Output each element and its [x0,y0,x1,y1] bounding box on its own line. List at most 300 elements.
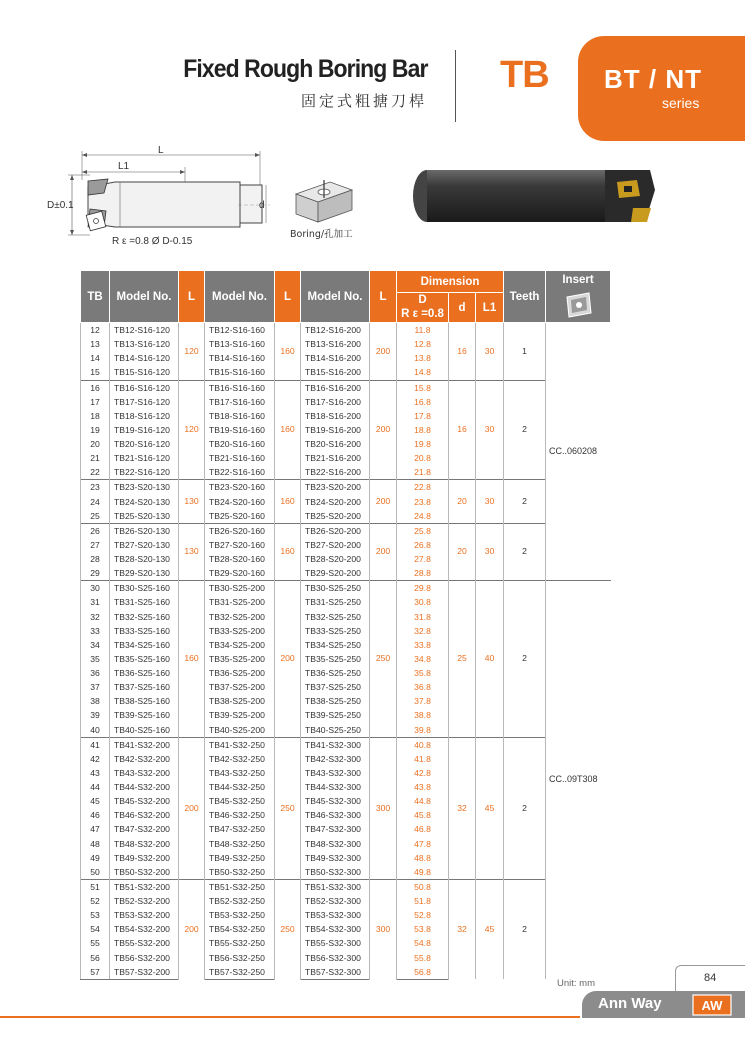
cell-tb: 48 [81,837,110,851]
header-D [397,293,449,323]
label-corner-radius: R ε =0.8 Ø D-0.15 [112,236,193,247]
cell-l-2: 250 [275,879,301,979]
cell-tb: 34 [81,638,110,652]
brand-logo [692,994,732,1016]
cell-model-1: TB34-S25-160 [110,638,179,652]
cell-D: 44.8 [397,794,449,808]
cell-D: 18.8 [397,423,449,437]
cell-D: 31.8 [397,610,449,624]
header-model-3: Model No. [301,271,370,323]
cell-D: 16.8 [397,395,449,409]
cell-D: 25.8 [397,523,449,538]
cell-model-1: TB52-S32-200 [110,894,179,908]
cell-D: 56.8 [397,965,449,980]
cell-model-1: TB22-S16-120 [110,465,179,480]
cell-tb: 22 [81,465,110,480]
label-L: L [158,145,164,156]
cell-model-3: TB21-S16-200 [301,451,370,465]
cell-D: 55.8 [397,951,449,965]
cell-D: 17.8 [397,409,449,423]
cell-model-2: TB55-S32-250 [205,936,275,950]
cell-D: 41.8 [397,752,449,766]
cell-model-2: TB56-S32-250 [205,951,275,965]
cell-tb: 32 [81,610,110,624]
cell-model-1: TB12-S16-120 [110,323,179,338]
cell-D: 22.8 [397,480,449,495]
cell-tb: 50 [81,865,110,880]
cell-tb: 39 [81,708,110,722]
insert-icon [561,289,595,319]
boring-bar-photo [405,160,665,245]
cell-l-3: 200 [370,480,397,523]
header-teeth: Teeth [504,271,546,323]
cell-model-2: TB43-S32-250 [205,766,275,780]
cell-model-1: TB55-S32-200 [110,936,179,950]
cell-model-1: TB41-S32-200 [110,737,179,752]
brand-logo-text: AW [701,998,723,1013]
cell-model-1: TB43-S32-200 [110,766,179,780]
cell-D: 35.8 [397,666,449,680]
cell-tb: 45 [81,794,110,808]
cell-teeth: 2 [504,581,546,737]
header-insert [546,271,611,323]
cell-model-1: TB13-S16-120 [110,337,179,351]
cell-tb: 40 [81,723,110,738]
cell-model-1: TB28-S20-130 [110,552,179,566]
series-sub: series [662,95,700,111]
cell-model-2: TB48-S32-250 [205,837,275,851]
cell-model-2: TB28-S20-160 [205,552,275,566]
cell-model-1: TB33-S25-160 [110,624,179,638]
table-row [81,523,611,538]
cell-model-1: TB14-S16-120 [110,351,179,365]
cell-L1: 30 [476,480,504,523]
cell-model-3: TB35-S25-250 [301,652,370,666]
cell-model-1: TB49-S32-200 [110,851,179,865]
cell-tb: 41 [81,737,110,752]
page-subtitle: 固定式粗搪刀桿 [300,92,427,110]
cell-model-2: TB26-S20-160 [205,523,275,538]
cell-model-1: TB32-S25-160 [110,610,179,624]
cell-l-1: 130 [179,523,205,581]
cell-D: 27.8 [397,552,449,566]
page-title: Fixed Rough Boring Bar [182,55,427,83]
cell-model-2: TB17-S16-160 [205,395,275,409]
cell-model-2: TB21-S16-160 [205,451,275,465]
footer-line [0,1016,580,1018]
cell-model-3: TB57-S32-300 [301,965,370,980]
cell-tb: 54 [81,922,110,936]
cell-L1: 40 [476,581,504,737]
cell-model-3: TB44-S32-300 [301,780,370,794]
header-l-2: L [275,271,301,323]
cell-model-3: TB12-S16-200 [301,323,370,338]
cell-model-3: TB27-S20-200 [301,538,370,552]
cell-model-1: TB29-S20-130 [110,566,179,581]
cell-model-1: TB24-S20-130 [110,495,179,509]
cell-tb: 56 [81,951,110,965]
cell-model-1: TB16-S16-120 [110,380,179,395]
cell-D: 14.8 [397,365,449,380]
cell-model-2: TB24-S20-160 [205,495,275,509]
cell-model-2: TB35-S25-200 [205,652,275,666]
cell-l-2: 160 [275,480,301,523]
cell-model-3: TB50-S32-300 [301,865,370,880]
boring-workpiece-icon [290,176,356,226]
table-row [81,380,611,395]
cell-model-3: TB54-S32-300 [301,922,370,936]
cell-l-2: 250 [275,737,301,879]
header-insert-label: Insert [562,274,594,286]
cell-model-2: TB50-S32-250 [205,865,275,880]
cell-D: 43.8 [397,780,449,794]
cell-model-3: TB38-S25-250 [301,694,370,708]
cell-d: 20 [449,480,476,523]
cell-model-3: TB47-S32-300 [301,822,370,836]
cell-L1: 30 [476,380,504,480]
cell-model-1: TB25-S20-130 [110,509,179,524]
cell-D: 45.8 [397,808,449,822]
cell-model-2: TB16-S16-160 [205,380,275,395]
cell-tb: 44 [81,780,110,794]
cell-D: 20.8 [397,451,449,465]
cell-L1: 30 [476,323,504,381]
header-l-1: L [179,271,205,323]
page-number: 84 [704,972,717,984]
cell-D: 32.8 [397,624,449,638]
cell-tb: 55 [81,936,110,950]
cell-model-2: TB52-S32-250 [205,894,275,908]
cell-model-3: TB41-S32-300 [301,737,370,752]
cell-model-3: TB37-S25-250 [301,680,370,694]
cell-model-3: TB28-S20-200 [301,552,370,566]
cell-tb: 31 [81,595,110,609]
series-code: TB [500,54,549,96]
cell-model-1: TB51-S32-200 [110,879,179,894]
cell-model-1: TB31-S25-160 [110,595,179,609]
cell-model-3: TB34-S25-250 [301,638,370,652]
header-model-1: Model No. [110,271,179,323]
cell-L1: 45 [476,879,504,979]
cell-model-3: TB46-S32-300 [301,808,370,822]
label-L1: L1 [118,161,130,172]
cell-model-2: TB41-S32-250 [205,737,275,752]
cell-model-3: TB30-S25-250 [301,581,370,596]
cell-tb: 38 [81,694,110,708]
cell-d: 20 [449,523,476,581]
cell-model-1: TB27-S20-130 [110,538,179,552]
cell-D: 28.8 [397,566,449,581]
cell-model-1: TB45-S32-200 [110,794,179,808]
cell-model-2: TB49-S32-250 [205,851,275,865]
cell-model-1: TB54-S32-200 [110,922,179,936]
cell-D: 11.8 [397,323,449,338]
cell-L1: 45 [476,737,504,879]
cell-l-2: 160 [275,380,301,480]
cell-d: 32 [449,879,476,979]
cell-tb: 23 [81,480,110,495]
cell-model-1: TB53-S32-200 [110,908,179,922]
cell-model-1: TB50-S32-200 [110,865,179,880]
cell-insert: CC..09T308 [546,581,611,980]
cell-model-1: TB44-S32-200 [110,780,179,794]
cell-tb: 29 [81,566,110,581]
cell-insert: CC..060208 [546,323,611,581]
header-d: d [449,293,476,323]
cell-model-3: TB36-S25-250 [301,666,370,680]
cell-model-1: TB37-S25-160 [110,680,179,694]
cell-model-1: TB30-S25-160 [110,581,179,596]
cell-tb: 33 [81,624,110,638]
cell-tb: 47 [81,822,110,836]
cell-l-1: 200 [179,737,205,879]
cell-model-1: TB17-S16-120 [110,395,179,409]
cell-model-3: TB53-S32-300 [301,908,370,922]
header-tb: TB [81,271,110,323]
cell-D: 50.8 [397,879,449,894]
cell-model-2: TB53-S32-250 [205,908,275,922]
cell-model-2: TB15-S16-160 [205,365,275,380]
header-l-3: L [370,271,397,323]
cell-D: 48.8 [397,851,449,865]
cell-d: 32 [449,737,476,879]
cell-tb: 30 [81,581,110,596]
cell-tb: 18 [81,409,110,423]
cell-model-2: TB30-S25-200 [205,581,275,596]
cell-D: 30.8 [397,595,449,609]
brand-name: Ann Way [598,995,662,1012]
cell-model-2: TB19-S16-160 [205,423,275,437]
cell-model-1: TB38-S25-160 [110,694,179,708]
cell-d: 16 [449,323,476,381]
cell-teeth: 2 [504,737,546,879]
cell-D: 39.8 [397,723,449,738]
cell-tb: 16 [81,380,110,395]
cell-D: 54.8 [397,936,449,950]
header-model-2: Model No. [205,271,275,323]
cell-model-3: TB43-S32-300 [301,766,370,780]
cell-model-3: TB14-S16-200 [301,351,370,365]
cell-model-1: TB40-S25-160 [110,723,179,738]
cell-model-1: TB48-S32-200 [110,837,179,851]
cell-model-1: TB42-S32-200 [110,752,179,766]
cell-tb: 14 [81,351,110,365]
cell-l-1: 120 [179,380,205,480]
cell-model-3: TB52-S32-300 [301,894,370,908]
cell-model-3: TB31-S25-250 [301,595,370,609]
cell-model-2: TB18-S16-160 [205,409,275,423]
cell-model-2: TB31-S25-200 [205,595,275,609]
label-D: D±0.1 [47,200,74,211]
cell-tb: 35 [81,652,110,666]
cell-model-3: TB39-S25-250 [301,708,370,722]
cell-D: 19.8 [397,437,449,451]
cell-tb: 36 [81,666,110,680]
header-D-label: D [418,294,427,307]
cell-model-2: TB54-S32-250 [205,922,275,936]
boring-caption: Boring/孔加工 [290,229,353,240]
header-dimension: Dimension [397,271,504,293]
table-row [81,323,611,338]
cell-model-2: TB25-S20-160 [205,509,275,524]
cell-tb: 46 [81,808,110,822]
cell-teeth: 2 [504,380,546,480]
cell-model-2: TB20-S16-160 [205,437,275,451]
cell-model-1: TB56-S32-200 [110,951,179,965]
cell-D: 49.8 [397,865,449,880]
cell-D: 24.8 [397,509,449,524]
cell-D: 51.8 [397,894,449,908]
cell-tb: 49 [81,851,110,865]
cell-D: 37.8 [397,694,449,708]
cell-tb: 37 [81,680,110,694]
table-row [81,581,611,596]
cell-model-3: TB16-S16-200 [301,380,370,395]
cell-tb: 20 [81,437,110,451]
cell-model-3: TB49-S32-300 [301,851,370,865]
cell-model-2: TB33-S25-200 [205,624,275,638]
cell-model-1: TB20-S16-120 [110,437,179,451]
cell-D: 33.8 [397,638,449,652]
header-L1: L1 [476,293,504,323]
cell-tb: 24 [81,495,110,509]
cell-model-2: TB38-S25-200 [205,694,275,708]
cell-model-3: TB51-S32-300 [301,879,370,894]
cell-model-2: TB34-S25-200 [205,638,275,652]
spec-table-body [81,323,611,980]
cell-model-1: TB15-S16-120 [110,365,179,380]
cell-model-2: TB13-S16-160 [205,337,275,351]
cell-tb: 17 [81,395,110,409]
cell-l-2: 200 [275,581,301,737]
cell-tb: 51 [81,879,110,894]
cell-tb: 19 [81,423,110,437]
cell-model-3: TB22-S16-200 [301,465,370,480]
cell-model-1: TB26-S20-130 [110,523,179,538]
cell-d: 16 [449,380,476,480]
cell-l-2: 160 [275,323,301,381]
cell-tb: 28 [81,552,110,566]
cell-model-3: TB15-S16-200 [301,365,370,380]
cell-L1: 30 [476,523,504,581]
cell-model-2: TB36-S25-200 [205,666,275,680]
cell-model-3: TB29-S20-200 [301,566,370,581]
cell-teeth: 1 [504,323,546,381]
cell-d: 25 [449,581,476,737]
label-d: d [259,200,265,211]
cell-model-2: TB44-S32-250 [205,780,275,794]
cell-model-3: TB45-S32-300 [301,794,370,808]
table-row [81,737,611,752]
cell-D: 46.8 [397,822,449,836]
cell-model-3: TB24-S20-200 [301,495,370,509]
cell-model-2: TB42-S32-250 [205,752,275,766]
cell-model-3: TB42-S32-300 [301,752,370,766]
cell-model-2: TB23-S20-160 [205,480,275,495]
cell-D: 47.8 [397,837,449,851]
cell-model-1: TB21-S16-120 [110,451,179,465]
cell-tb: 15 [81,365,110,380]
cell-model-3: TB17-S16-200 [301,395,370,409]
cell-model-2: TB12-S16-160 [205,323,275,338]
cell-model-3: TB32-S25-250 [301,610,370,624]
cell-tb: 42 [81,752,110,766]
cell-model-2: TB45-S32-250 [205,794,275,808]
cell-model-2: TB47-S32-250 [205,822,275,836]
cell-D: 40.8 [397,737,449,752]
cell-l-1: 200 [179,879,205,979]
table-row [81,879,611,894]
cell-model-3: TB20-S16-200 [301,437,370,451]
cell-tb: 13 [81,337,110,351]
cell-model-3: TB26-S20-200 [301,523,370,538]
cell-model-1: TB23-S20-130 [110,480,179,495]
cell-D: 21.8 [397,465,449,480]
cell-model-3: TB23-S20-200 [301,480,370,495]
cell-model-1: TB18-S16-120 [110,409,179,423]
cell-model-2: TB14-S16-160 [205,351,275,365]
cell-tb: 25 [81,509,110,524]
cell-D: 36.8 [397,680,449,694]
cell-model-2: TB39-S25-200 [205,708,275,722]
cell-D: 38.8 [397,708,449,722]
cell-teeth: 2 [504,523,546,581]
cell-model-3: TB25-S20-200 [301,509,370,524]
cell-tb: 43 [81,766,110,780]
cell-model-2: TB57-S32-250 [205,965,275,980]
cell-model-1: TB47-S32-200 [110,822,179,836]
cell-tb: 26 [81,523,110,538]
cell-D: 34.8 [397,652,449,666]
cell-D: 12.8 [397,337,449,351]
cell-l-3: 200 [370,323,397,381]
cell-model-3: TB56-S32-300 [301,951,370,965]
cell-l-3: 200 [370,380,397,480]
unit-note: Unit: mm [557,978,595,989]
header-divider [455,50,456,122]
cell-model-1: TB46-S32-200 [110,808,179,822]
cell-model-3: TB40-S25-250 [301,723,370,738]
cell-l-1: 130 [179,480,205,523]
cell-model-1: TB39-S25-160 [110,708,179,722]
cell-D: 53.8 [397,922,449,936]
cell-l-1: 160 [179,581,205,737]
cell-model-2: TB37-S25-200 [205,680,275,694]
cell-l-3: 300 [370,879,397,979]
cell-D: 15.8 [397,380,449,395]
cell-model-3: TB55-S32-300 [301,936,370,950]
cell-l-1: 120 [179,323,205,381]
cell-D: 23.8 [397,495,449,509]
cell-tb: 21 [81,451,110,465]
cell-tb: 57 [81,965,110,980]
cell-tb: 53 [81,908,110,922]
cell-model-1: TB36-S25-160 [110,666,179,680]
cell-D: 26.8 [397,538,449,552]
cell-tb: 12 [81,323,110,338]
table-row [81,480,611,495]
cell-tb: 52 [81,894,110,908]
cell-model-2: TB27-S20-160 [205,538,275,552]
header-corner-radius: R ε =0.8 [401,307,444,320]
cell-model-3: TB33-S25-250 [301,624,370,638]
cell-l-2: 160 [275,523,301,581]
cell-model-2: TB40-S25-200 [205,723,275,738]
cell-model-3: TB19-S16-200 [301,423,370,437]
cell-D: 13.8 [397,351,449,365]
cell-teeth: 2 [504,480,546,523]
cell-D: 52.8 [397,908,449,922]
